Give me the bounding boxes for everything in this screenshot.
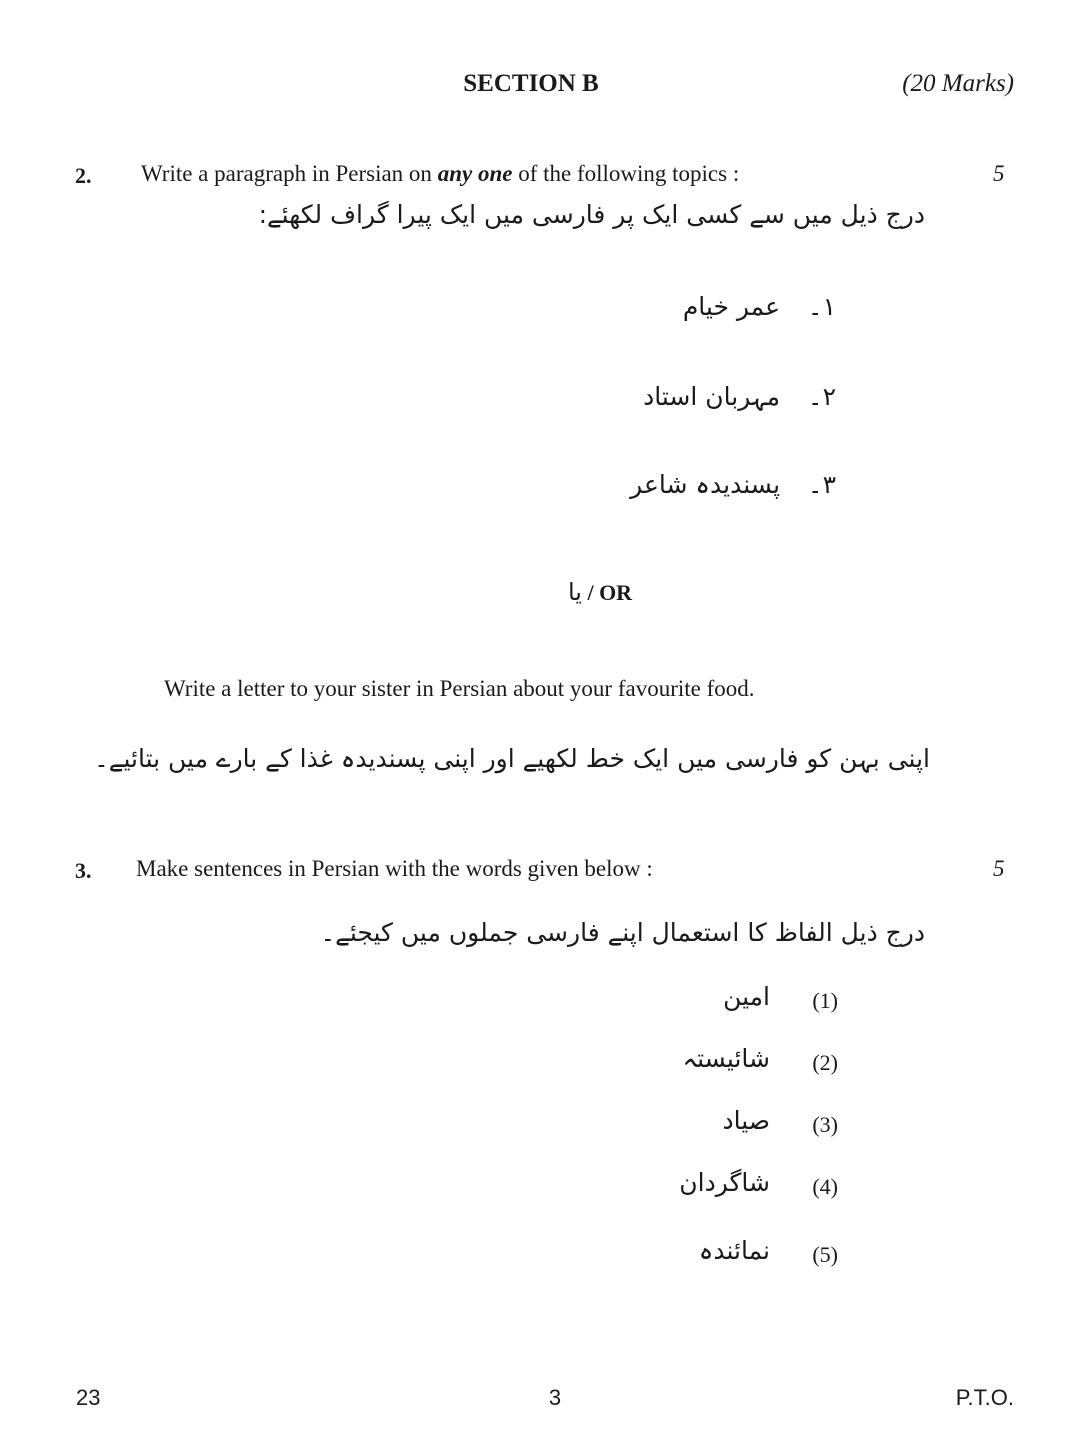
- word-text: امین: [723, 982, 770, 1011]
- topic-item: [630, 470, 836, 499]
- topic-item: [643, 382, 836, 411]
- question-emphasis: any one: [437, 161, 513, 186]
- word-text: شائیستہ: [682, 1044, 770, 1073]
- word-text: شاگردان: [679, 1168, 770, 1197]
- section-marks: (20 Marks): [902, 70, 1014, 97]
- topic-item: [683, 292, 836, 321]
- question-text: [141, 161, 739, 187]
- word-item: [638, 1236, 838, 1276]
- or-divider: [55, 578, 1090, 606]
- footer-pto: P.T.O.: [955, 1385, 1014, 1410]
- word-text: نمائندہ: [698, 1236, 770, 1265]
- word-number: (4): [812, 1174, 838, 1199]
- word-text: صیاد: [722, 1106, 770, 1135]
- word-item: [638, 982, 838, 1022]
- topic-text: پسندیدہ شاعر: [630, 470, 781, 499]
- letter-question-english: Write a letter to your sister in Persian about your favourite food.: [164, 676, 755, 701]
- question-text-part: Write a paragraph in Persian on: [141, 161, 438, 186]
- urdu-instruction: درج ذیل الفاظ کا استعمال اپنے فارسی جملوں میں کیجئے۔: [320, 918, 925, 947]
- topic-number: ۳۔: [807, 470, 836, 499]
- or-english: OR: [599, 580, 633, 605]
- word-number: (2): [812, 1050, 838, 1075]
- topic-number: ۲۔: [807, 382, 836, 411]
- footer-code: 23: [76, 1385, 101, 1410]
- topic-text: مہربان استاد: [643, 382, 781, 411]
- question-marks: 5: [993, 161, 1005, 186]
- topic-text: عمر خیام: [682, 292, 781, 321]
- word-number: (3): [812, 1112, 838, 1137]
- question-marks: 5: [993, 856, 1005, 881]
- question-number: 3.: [75, 858, 92, 883]
- question-text-part: of the following topics :: [512, 161, 740, 186]
- question-number: 2.: [75, 163, 92, 188]
- or-separator: /: [581, 580, 600, 605]
- word-number: (5): [812, 1242, 838, 1267]
- letter-question-urdu: اپنی بہن کو فارسی میں ایک خط لکھیے اور اپنی پسندیدہ غذا کے بارے میں بتائیے۔: [94, 744, 930, 773]
- topic-number: ۱۔: [807, 292, 836, 321]
- question-text: Make sentences in Persian with the words given below :: [136, 856, 653, 881]
- section-title: SECTION B: [463, 70, 599, 97]
- word-number: (1): [812, 988, 838, 1013]
- page-number: 3: [548, 1385, 562, 1410]
- or-urdu: یا: [567, 578, 582, 606]
- word-item: [638, 1044, 838, 1084]
- word-item: [638, 1168, 838, 1208]
- word-item: [638, 1106, 838, 1146]
- urdu-instruction: درج ذیل میں سے کسی ایک پر فارسی میں ایک پیرا گراف لکھئے:: [258, 200, 925, 229]
